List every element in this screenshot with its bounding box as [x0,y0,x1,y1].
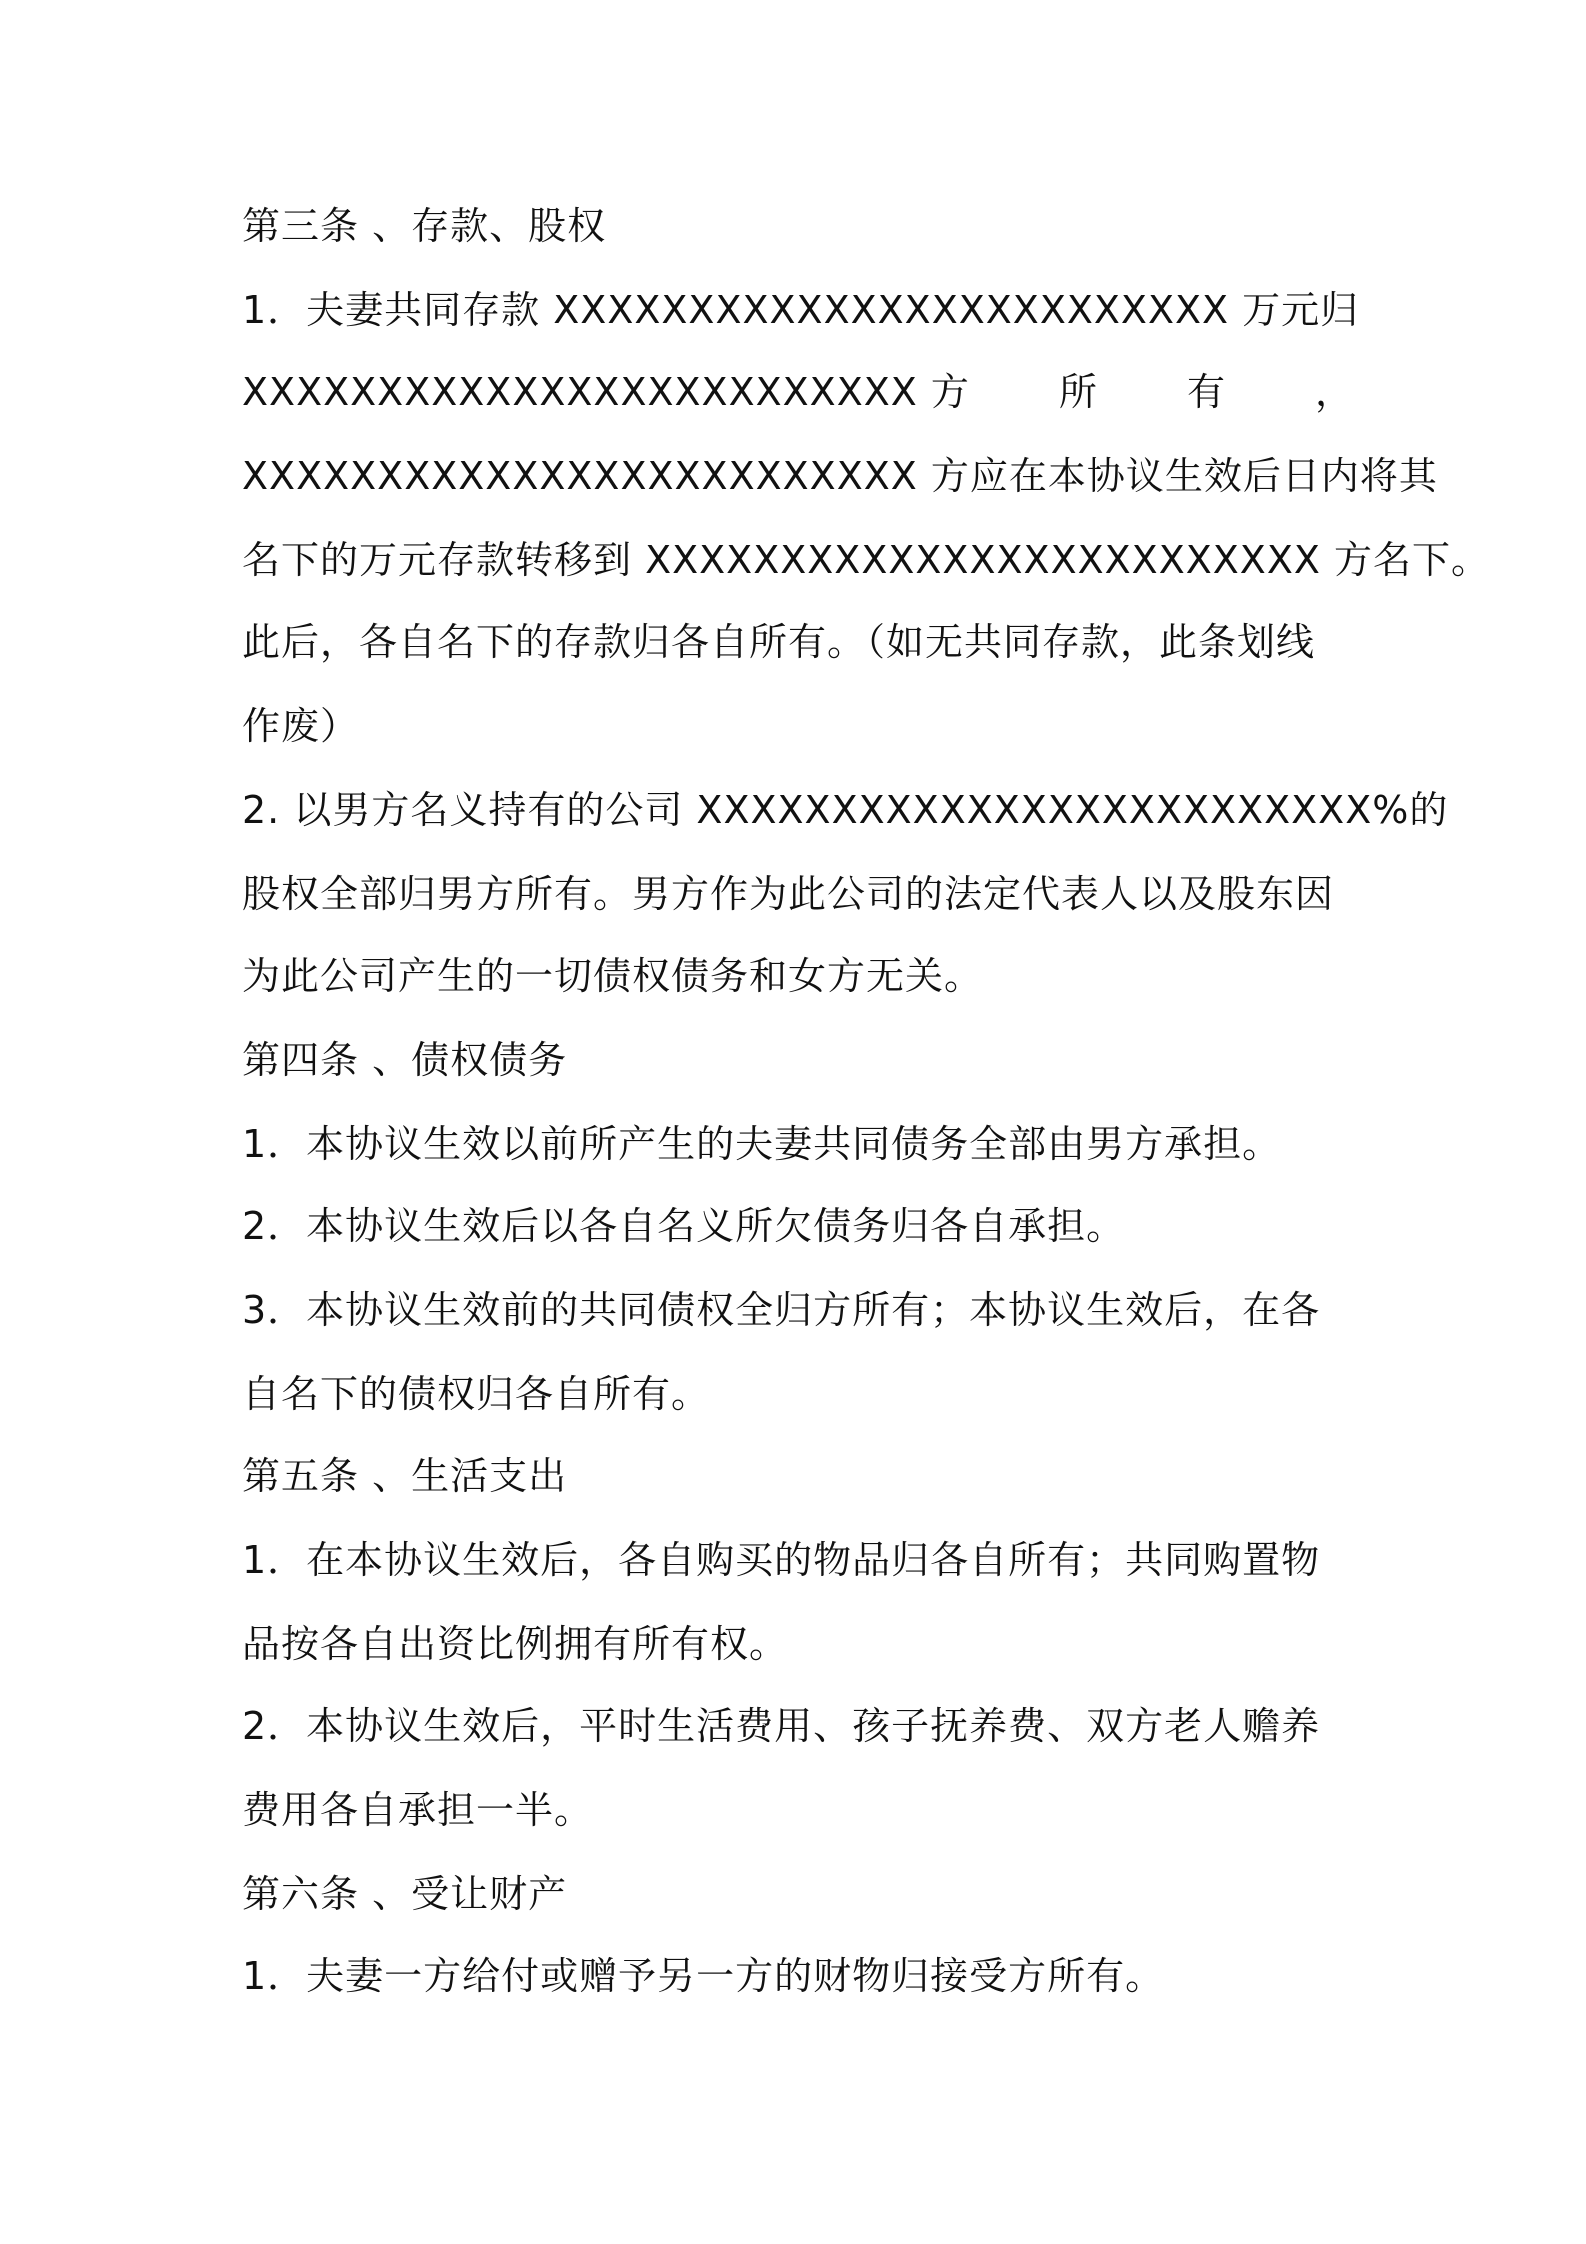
text-segment: ， [1314,370,1354,414]
paragraph-line: 作废） [242,704,360,748]
paragraph-line: 3．本协议生效前的共同债权全归方所有；本协议生效后，在各 [242,1288,1321,1332]
paragraph-line: 费用各自承担一半。 [242,1788,594,1832]
paragraph-line: 1．本协议生效以前所产生的夫妻共同债务全部由男方承担。 [242,1122,1282,1166]
paragraph-line: 2. 以男方名义持有的公司 XXXXXXXXXXXXXXXXXXXXXXXXX%的 [242,788,1449,832]
article-5-heading: 第五条 、生活支出 [242,1454,568,1498]
paragraph-line: 为此公司产生的一切债权债务和女方无关。 [242,954,984,998]
paragraph-line: 自名下的债权归各自所有。 [242,1372,711,1416]
paragraph-line: 1．夫妻一方给付或赠予另一方的财物归接受方所有。 [242,1954,1165,1998]
article-3-heading: 第三条 、存款、股权 [242,204,607,248]
paragraph-line: 品按各自出资比例拥有所有权。 [242,1622,789,1666]
paragraph-line: 名下的万元存款转移到 XXXXXXXXXXXXXXXXXXXXXXXXX 方名下。 [242,538,1490,582]
article-6-heading: 第六条 、受让财产 [242,1872,568,1916]
paragraph-line: 此后，各自名下的存款归各自所有。（如无共同存款，此条划线 [242,620,1316,664]
article-4-heading: 第四条 、债权债务 [242,1038,568,1082]
paragraph-line: 2．本协议生效后，平时生活费用、孩子抚养费、双方老人赡养 [242,1704,1321,1748]
text-segment: 所 [1058,370,1098,414]
text-segment: XXXXXXXXXXXXXXXXXXXXXXXXX 方 [242,370,970,414]
paragraph-line: XXXXXXXXXXXXXXXXXXXXXXXXX 方应在本协议生效后日内将其 [242,454,1438,498]
paragraph-line: 股权全部归男方所有。男方作为此公司的法定代表人以及股东因 [242,872,1335,916]
paragraph-line: 2．本协议生效后以各自名义所欠债务归各自承担。 [242,1204,1126,1248]
paragraph-line-justified [242,368,1354,416]
paragraph-line: 1．夫妻共同存款 XXXXXXXXXXXXXXXXXXXXXXXXX 万元归 [242,288,1360,332]
paragraph-line: 1．在本协议生效后，各自购买的物品归各自所有；共同购置物 [242,1538,1321,1582]
text-segment: 有 [1186,370,1226,414]
